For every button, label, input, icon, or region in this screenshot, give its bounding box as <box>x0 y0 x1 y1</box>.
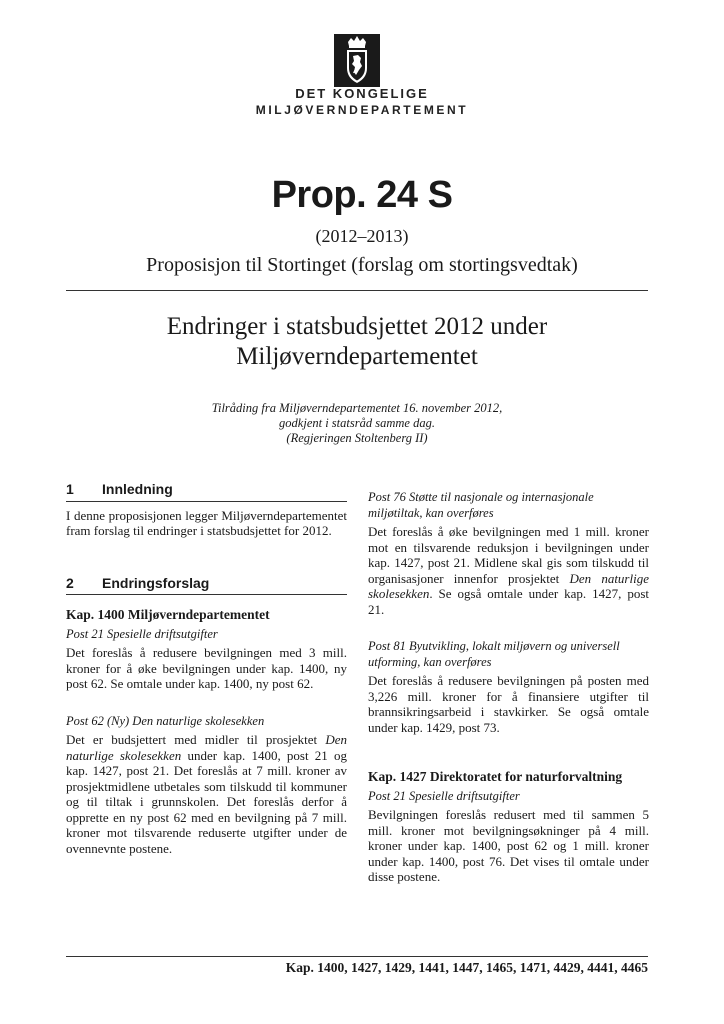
text-run: Det er budsjettert med midler til prosjektet <box>66 732 326 747</box>
chapter-list-footer: Kap. 1400, 1427, 1429, 1441, 1447, 1465, 1471, 4429, 4441, 4465 <box>285 960 648 975</box>
section-number: 1 <box>66 481 74 497</box>
left-column <box>66 482 347 856</box>
project-name: Den naturlige skolesekken <box>368 570 649 601</box>
document-title-line1: Endringer i statsbudsjettet 2012 under <box>166 313 548 340</box>
section-title: Endringsforslag <box>102 574 210 591</box>
post-paragraph: Det foreslås å redusere bevilgningen med 3 mill. kroner for å øke bevilgningen under kap. 1400, ny post 62. Se omtale under kap. 1400, ny post 62. <box>66 645 347 691</box>
text-run: . Se også omtale under kap. 1427, post 21. <box>368 586 649 617</box>
intro-paragraph: I denne proposisjonen legger Miljøverndepartementet fram forslag til endringer i statsbudsjettet for 2012. <box>66 507 347 538</box>
post-paragraph: Det foreslås å redusere bevilgningen på posten med 3,226 mill. kroner for å finansiere utgifter til brannsikringsarbeid i stavkirker. Se også omtale under kap. 1429, post 73. <box>368 673 649 735</box>
proposition-type: Proposisjon til Stortinget (forslag om stortingsvedtak) <box>146 254 578 276</box>
document-title-line2: Miljøverndepartementet <box>236 343 478 370</box>
post-heading: Post 81 Byutvikling, lokalt miljøvern og universell utforming, kan overføres <box>368 639 620 669</box>
text-run: under kap. 1400, post 21 og kap. 1427, post 21. Det foreslås at 7 mill. kroner av prosjektmidlene utbetales som tilskudd til kommuner og til tiltak i grunnskolen. Det foreslås derfor å opprette en ny post 62 med en bevilgning på 7 mill. kroner mot tilsvarende reduserte utgifter under de ovennevnte postene. <box>66 747 348 856</box>
coat-of-arms-logo <box>334 34 380 87</box>
section-heading-1 <box>66 482 347 502</box>
section-number: 2 <box>66 574 74 591</box>
chapter-heading: Kap. 1427 Direktoratet for naturforvaltning <box>368 769 623 784</box>
department-name-line1: DET KONGELIGE <box>295 86 429 101</box>
approval-line1: Tilråding fra Miljøverndepartementet 16. november 2012, <box>211 401 503 415</box>
proposition-number: Prop. 24 S <box>271 174 453 216</box>
section-heading-2 <box>66 576 347 596</box>
post-heading: Post 62 (Ny) Den naturlige skolesekken <box>66 713 265 728</box>
project-name: Den naturlige skolesekken <box>66 732 347 763</box>
document-title <box>66 312 648 372</box>
approval-line2: godkjent i statsråd samme dag. <box>279 416 435 430</box>
approval-note <box>66 401 648 446</box>
post-paragraph <box>66 732 347 856</box>
section-title: Innledning <box>102 481 173 497</box>
title-divider <box>66 290 648 291</box>
text-run: Det foreslås å øke bevilgningen med 1 mill. kroner mot en tilsvarende reduksjon i bevilgningen under kap. 1427, post 21. Midlene skal gis som tilskudd til organisasjoner innenfor prosjektet <box>368 524 649 586</box>
right-column <box>368 490 649 885</box>
department-name-line2: MILJØVERNDEPARTEMENT <box>255 103 469 117</box>
post-heading: Post 21 Spesielle driftsutgifter <box>66 626 218 641</box>
chapter-heading: Kap. 1400 Miljøverndepartementet <box>66 607 270 622</box>
post-heading: Post 21 Spesielle driftsutgifter <box>368 788 520 803</box>
footer-divider <box>66 956 648 957</box>
post-heading: Post 76 Støtte til nasjonale og internasjonale miljøtiltak, kan overføres <box>368 490 594 520</box>
post-paragraph: Bevilgningen foreslås redusert med til sammen 5 mill. kroner mot bevilgningsøkninger på 4 mill. kroner under kap. 1400, post 62 og 1 mill. kroner under kap. 1400, post 76. Det vises til omtale under disse postene. <box>368 807 649 884</box>
session-year: (2012–2013) <box>315 226 409 246</box>
approval-line3: (Regjeringen Stoltenberg II) <box>286 431 428 445</box>
post-paragraph <box>368 524 649 617</box>
